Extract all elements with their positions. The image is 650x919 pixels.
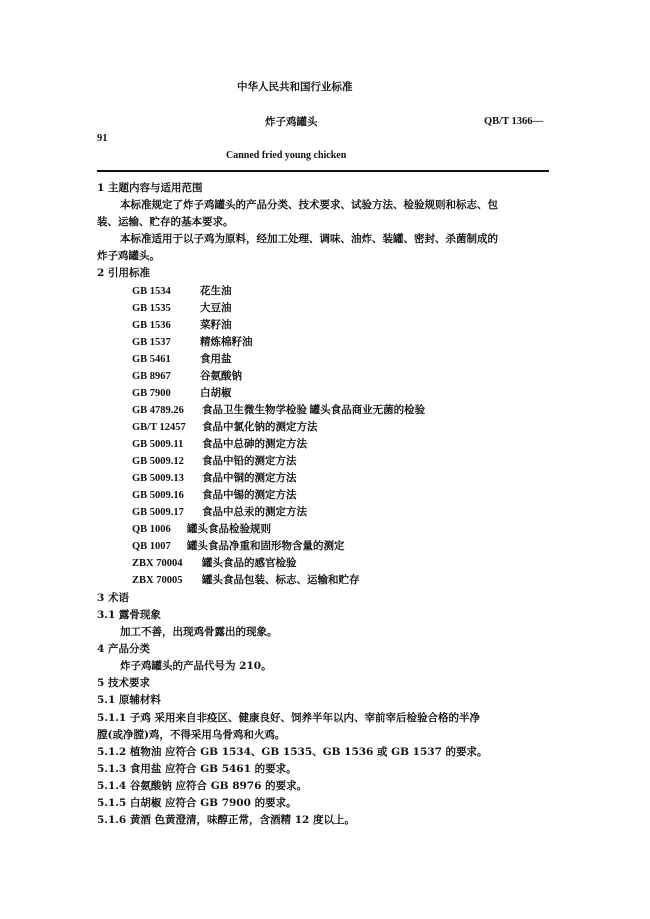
section-3-1-text: 加工不善，出现鸡骨露出的现象。 — [120, 626, 278, 638]
section-1-para-2: 本标准适用于以子鸡为原料，经加工处理、调味、油炸、装罐、密封、杀菌制成的 — [120, 233, 498, 245]
reference-item: GB/T 12457 食品中氯化钠的测定方法 — [132, 422, 318, 433]
reference-item: GB 5461 食用盐 — [132, 354, 232, 365]
reference-item: GB 1537 精炼棉籽油 — [132, 337, 253, 348]
reference-item: GB 1535 大豆油 — [132, 303, 232, 314]
reference-item: GB 4789.26 食品卫生微生物学检验 罐头食品商业无菌的检验 — [132, 405, 426, 416]
section-5-1-6: 5.1.6 黄酒 色黄澄清，味醇正常，含酒精 12 度以上。 — [97, 814, 355, 826]
section-3-heading: 3 术语 — [97, 592, 129, 604]
section-1-heading: 1 主题内容与适用范围 — [97, 182, 203, 194]
std-year: 91 — [97, 133, 108, 144]
section-5-1-2: 5.1.2 植物油 应符合 GB 1534、GB 1535、GB 1536 或 GB 1537 的要求。 — [97, 746, 488, 758]
section-4-text: 炸子鸡罐头的产品代号为 210。 — [120, 660, 272, 672]
reference-item: GB 1536 菜籽油 — [132, 320, 232, 331]
header-divider — [97, 170, 549, 172]
section-5-1-heading: 5.1 原辅材料 — [97, 694, 161, 706]
reference-item: GB 5009.13 食品中铜的测定方法 — [132, 473, 297, 484]
reference-item: ZBX 70004 罐头食品的感官检验 — [132, 558, 297, 569]
reference-item: GB 8967 谷氨酸钠 — [132, 371, 242, 382]
reference-item: QB 1006 罐头食品检验规则 — [132, 524, 271, 535]
section-2-heading: 2 引用标准 — [97, 267, 150, 279]
reference-item: GB 5009.12 食品中铅的测定方法 — [132, 456, 297, 467]
section-1-para-2-cont: 炸子鸡罐头。 — [97, 250, 160, 262]
section-5-1-4: 5.1.4 谷氨酸钠 应符合 GB 8976 的要求。 — [97, 780, 308, 792]
reference-item: GB 5009.16 食品中锡的测定方法 — [132, 490, 297, 501]
std-number: QB/T 1366— — [484, 116, 544, 127]
reference-item: GB 5009.17 食品中总汞的测定方法 — [132, 507, 307, 518]
english-title: Canned fried young chicken — [226, 150, 347, 161]
reference-item: GB 5009.11 食品中总砷的测定方法 — [132, 439, 307, 450]
reference-item: GB 1534 花生油 — [132, 286, 232, 297]
section-4-heading: 4 产品分类 — [97, 643, 150, 655]
section-5-1-5: 5.1.5 白胡椒 应符合 GB 7900 的要求。 — [97, 797, 297, 809]
doc-title: 炸子鸡罐头 — [265, 116, 318, 128]
section-5-1-1-cont: 膛(或净膛)鸡，不得采用乌骨鸡和火鸡。 — [97, 729, 286, 741]
section-1-para-1-cont: 装、运输、贮存的基本要求。 — [97, 216, 234, 228]
section-1-para-1: 本标准规定了炸子鸡罐头的产品分类、技术要求、试验方法、检验规则和标志、包 — [120, 199, 498, 211]
section-5-heading: 5 技术要求 — [97, 677, 150, 689]
standard-title: 中华人民共和国行业标准 — [237, 81, 353, 93]
section-5-1-1: 5.1.1 子鸡 采用来自非疫区、健康良好、饲养半年以内、宰前宰后检验合格的半净 — [97, 712, 481, 724]
section-3-1-heading: 3.1 露骨现象 — [97, 609, 161, 621]
reference-item: QB 1007 罐头食品净重和固形物含量的测定 — [132, 541, 345, 552]
reference-item: GB 7900 白胡椒 — [132, 388, 232, 399]
section-5-1-3: 5.1.3 食用盐 应符合 GB 5461 的要求。 — [97, 763, 297, 775]
reference-item: ZBX 70005 罐头食品包装、标志、运输和贮存 — [132, 575, 360, 586]
